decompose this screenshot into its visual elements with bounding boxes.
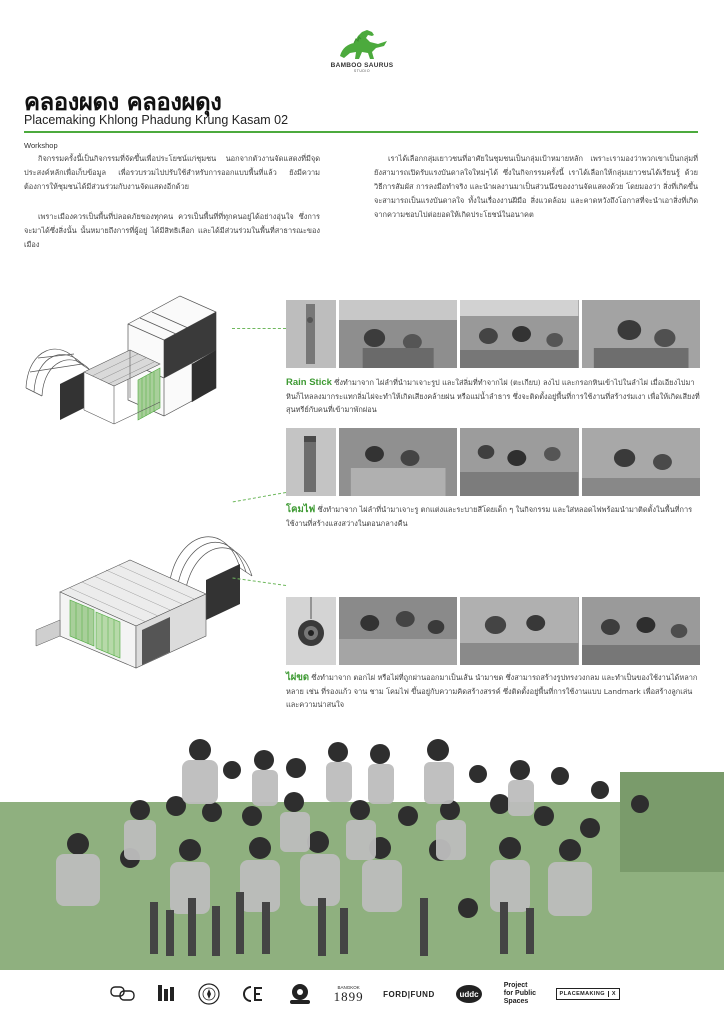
pps-line-3: Spaces [503,998,529,1005]
group-photo [0,732,724,970]
workshop-name: โคมไฟ [286,504,316,515]
title-divider [24,131,698,133]
logo-name: BAMBOO SAURUS [330,62,394,69]
intro-paragraph-1: กิจกรรมครั้งนี้เป็นกิจกรรมที่จัดขึ้นเพื่อประโยชน์แก่ชุมชน นอกจากตัวงานจัดแสดงที่มีจุดประสงค์หลักเพื่อเก็บข้อมูล เพื่อรวบรวมไปปรับใช้สำหรับการออกแบบพื้นที่แล้ว ยังมีความต้องการให้ชุมชนได้มีส่วนร่วมกับงานจัดแสดงอีกด้วย [24,154,320,191]
partner-bangkok-text: BANGKOK [337,985,360,990]
lamp-photos [286,428,700,496]
bangkok-1899-logo [334,985,364,1003]
workshop-name: ไผ่ขด [286,672,310,683]
leader-line-2 [233,492,286,502]
intro-paragraph-3: เราได้เลือกกลุ่มเยาวชนที่อาศัยในชุมชนเป็นกลุ่มเป้าหมายหลัก เพราะเรามองว่าพวกเขาเป็นกลุ่มที่ยังสามารถเปิดรับแรงบันดาลใจใหม่ๆได้ ซึ่งในกิจกรรมครั้งนี้ เราได้เลือกให้กลุ่มเยาวชนได้เรียนรู้ ด้วยวิธีการสัมผัส การลงมือทำจริง และนำผลงานมาเป็นส่วนนึงของงานจัดแสดงด้วย โดยมองว่า สิ่งที่เกิดขึ้นจะสามารถเป็นแรงบันดาลใจ ทั้งในเรื่องงานฝีมือ สิ่งแวดล้อม และคาดหวังถึงโอกาสที่จะนำเอาสิ่งที่เกิดจากความชอบไปต่อยอดให้เกิดประโยชน์ในอนาคต [374,154,698,219]
section-label: Workshop [24,141,58,150]
workshop-desc: ซึ่งทำมาจาก ไผ่ลำที่นำมาเจาะรูป และใส่ลิ่มที่ทำจากไผ่ (ตะเกียบ) ลงไป และกรอกหินเข้าไปในลำไผ่ เมื่อเอียงไปมา หินก็ไหลลงมากระแทกลิ่มไผ่จะทำให้เกิดเสียงคล้ายฝน หรือแม่น้ำลำธาร ซึ่งจะติดตั้งอยู่พื้นที่การใช้งานที่สร้างร่มเงา เพื่อให้เกิดเสียงที่สุนทรีย์กับคนที่เข้ามาพักผ่อน [286,378,700,414]
pps-line-2: for Public [503,990,537,997]
svg-text:uddc: uddc [459,990,479,999]
lamp-caption [286,503,700,530]
rain-stick-caption [286,376,700,417]
dinosaur-icon [332,26,392,64]
placemaking-thailand-icon [286,982,314,1006]
partner-bangkok-number: 1899 [333,989,364,1004]
axonometric-diagram-2 [30,520,264,670]
rain-stick-photos [286,300,700,368]
photo [286,428,336,496]
photo [460,597,578,665]
coiled-bamboo-caption [286,671,700,712]
workshop-desc: ซึ่งทำมาจาก ตอกไผ่ หรือไผ่ที่ถูกผ่านออกมาเป็นเส้น นำมาขด ซึ่งสามารถสร้างรูปทรงวงกลม และทำเป็นของใช้งานได้หลากหลาย เช่น ที่รองแก้ว จาน ชาม โคมไฟ ขึ้นอยู่กับความคิดสร้างสรรค์ ซึ่งติดตั้งอยู่พื้นที่การใช้งานแบบ Landmark เพื่อสร้างลูกเล่นและความน่าสนใจ [286,673,698,709]
intro-paragraph-2: เพราะเมืองควรเป็นพื้นที่ปลอดภัยของทุกคน ควรเป็นพื้นที่ที่ทุกคนอยู่ได้อย่างอุ่นใจ ซึ่งการจะมาได้ซึ่งสิ่งนั้น นั้นหมายถึงการที่ผู้อยู่ ได้มีสิทธิเลือก และได้มีส่วนร่วมในพื้นที่สาธารณะของเมือง [24,212,320,249]
axonometric-diagram-1 [20,288,260,438]
photo [582,300,700,368]
partner-logos [110,978,620,1010]
photo [339,300,457,368]
uddc-icon [454,983,484,1005]
photo [582,597,700,665]
photo [286,597,336,665]
workshop-name: Rain Stick [286,377,332,388]
photo [582,428,700,496]
pmx-x: X [608,991,616,997]
pmx-text: PLACEMAKING [559,991,605,997]
page-title: คลองผดง คลองผดุง [24,88,222,116]
bamboo-saurus-logo [322,26,402,74]
chat-bubbles-icon [110,986,136,1002]
placemaking-x-logo [556,988,620,1000]
urban-studies-lab-icon [156,983,178,1005]
page-subtitle: Placemaking Khlong Phadung Krung Kasam 02 [24,113,289,127]
pps-line-1: Project [503,982,528,989]
photo [460,300,578,368]
university-seal-icon [197,982,221,1006]
photo [339,597,457,665]
logo-sub: STUDIO [353,69,371,73]
cea-icon [241,983,267,1005]
photo [460,428,578,496]
coiled-bamboo-photos [286,597,700,665]
photo [339,428,457,496]
ford-fund-logo: FORD|FUND [383,989,435,999]
project-for-public-spaces-logo [504,982,536,1006]
workshop-desc: ซึ่งทำมาจาก ไผ่ลำที่นำมาเจาะรู ตกแต่งและระบายสีโดยเด็ก ๆ ในกิจกรรม และใส่หลอดไฟพร้อมนำมาติดตั้งในพื้นที่การใช้งานที่สร้างแสงสว่างในตอนกลางคืน [286,505,693,528]
leader-line-1 [232,328,286,329]
photo [286,300,336,368]
